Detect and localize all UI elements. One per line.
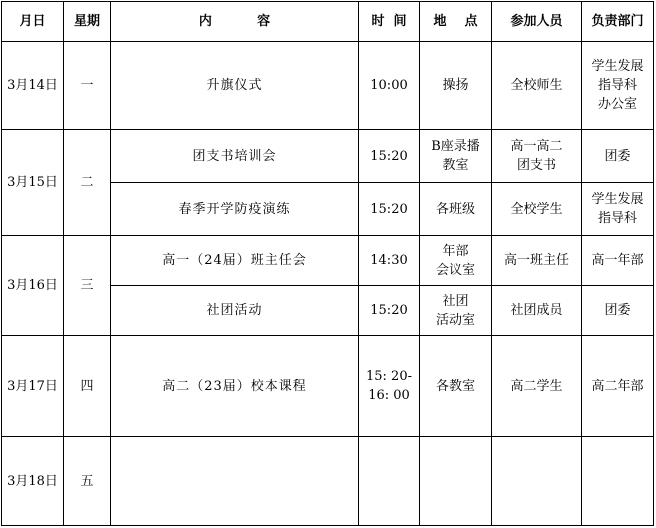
content-cell: 升旗仪式	[111, 42, 359, 130]
content-cell: 高一（24届）班主任会	[111, 236, 359, 286]
department-cell: 学生发展 指导科	[582, 183, 654, 236]
header-participants: 参加人员	[492, 2, 582, 42]
content-cell: 团支书培训会	[111, 130, 359, 183]
participants-cell: 全校师生	[492, 42, 582, 130]
time-cell: 10:00	[359, 42, 420, 130]
header-weekday: 星期	[64, 2, 111, 42]
content-cell: 高二（23届）校本课程	[111, 336, 359, 437]
content-cell: 春季开学防疫演练	[111, 183, 359, 236]
header-department: 负责部门	[582, 2, 654, 42]
header-date: 月日	[2, 2, 64, 42]
date-cell: 3月15日	[2, 130, 64, 236]
date-cell: 3月16日	[2, 236, 64, 336]
weekday-cell: 二	[64, 130, 111, 236]
weekday-cell: 一	[64, 42, 111, 130]
department-cell: 团委	[582, 286, 654, 336]
participants-cell: 社团成员	[492, 286, 582, 336]
participants-cell	[492, 437, 582, 526]
place-cell: 各班级	[420, 183, 492, 236]
department-cell: 高二年部	[582, 336, 654, 437]
header-content: 内 容	[111, 2, 359, 42]
participants-cell: 全校学生	[492, 183, 582, 236]
time-cell: 15: 20- 16: 00	[359, 336, 420, 437]
department-cell: 学生发展 指导科 办公室	[582, 42, 654, 130]
weekday-cell: 五	[64, 437, 111, 526]
time-cell	[359, 437, 420, 526]
time-cell: 14:30	[359, 236, 420, 286]
date-cell: 3月14日	[2, 42, 64, 130]
time-cell: 15:20	[359, 130, 420, 183]
header-place: 地 点	[420, 2, 492, 42]
department-cell	[582, 437, 654, 526]
header-row	[2, 2, 654, 42]
date-cell: 3月17日	[2, 336, 64, 437]
content-cell: 社团活动	[111, 286, 359, 336]
time-cell: 15:20	[359, 183, 420, 236]
table-row	[2, 130, 654, 183]
participants-cell: 高一班主任	[492, 236, 582, 286]
table-row	[2, 42, 654, 130]
department-cell: 团委	[582, 130, 654, 183]
weekday-cell: 三	[64, 236, 111, 336]
time-cell: 15:20	[359, 286, 420, 336]
place-cell: 各教室	[420, 336, 492, 437]
place-cell: B座录播 教室	[420, 130, 492, 183]
participants-cell: 高一高二 团支书	[492, 130, 582, 183]
weekday-cell: 四	[64, 336, 111, 437]
date-cell: 3月18日	[2, 437, 64, 526]
place-cell	[420, 437, 492, 526]
place-cell: 操扬	[420, 42, 492, 130]
department-cell: 高一年部	[582, 236, 654, 286]
place-cell: 社团 活动室	[420, 286, 492, 336]
participants-cell: 高二学生	[492, 336, 582, 437]
table-row	[2, 236, 654, 286]
table-row	[2, 437, 654, 526]
table-row	[2, 336, 654, 437]
weekly-schedule-table	[1, 1, 654, 526]
content-cell	[111, 437, 359, 526]
place-cell: 年部 会议室	[420, 236, 492, 286]
header-time: 时 间	[359, 2, 420, 42]
